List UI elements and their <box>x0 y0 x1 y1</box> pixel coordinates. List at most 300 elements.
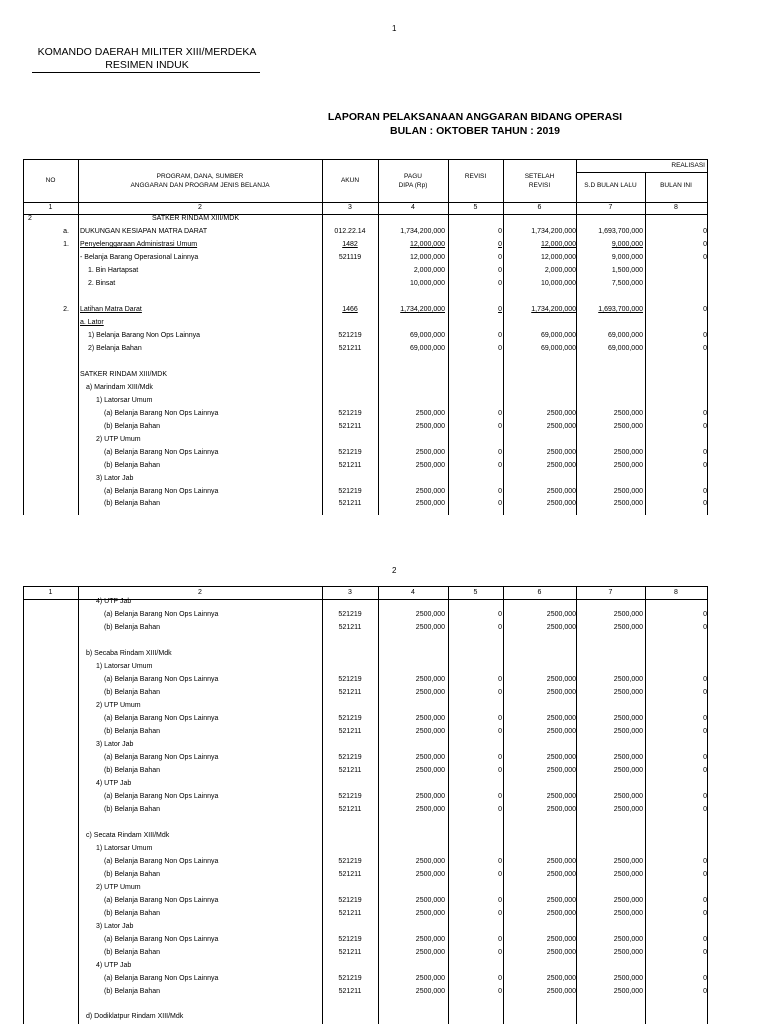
row-revisi: 0 <box>498 975 502 982</box>
row-akun: 521211 <box>338 806 362 813</box>
table-row <box>0 420 768 433</box>
row-program: (b) Belanja Bahan <box>104 423 161 430</box>
row-bulan-ini: 0 <box>703 910 707 917</box>
row-akun: 521219 <box>338 975 362 982</box>
row-setelah-revisi: 2500,000 <box>546 689 576 696</box>
table-row <box>0 907 768 920</box>
row-sd-bulan-lalu: 2500,000 <box>613 728 643 735</box>
row-akun: 521219 <box>338 410 362 417</box>
row-revisi: 0 <box>498 871 502 878</box>
row-bulan-ini: 0 <box>703 611 707 618</box>
row-setelah-revisi: 2500,000 <box>546 910 576 917</box>
row-revisi: 0 <box>498 500 502 507</box>
row-setelah-revisi: 2500,000 <box>546 423 576 430</box>
row-revisi: 0 <box>498 267 502 274</box>
row-akun: 521211 <box>338 345 362 352</box>
row-setelah-revisi: 2500,000 <box>546 793 576 800</box>
table-row <box>0 790 768 803</box>
row-sd-bulan-lalu: 9,000,000 <box>611 254 643 261</box>
row-revisi: 0 <box>498 449 502 456</box>
row-bulan-ini: 0 <box>703 689 707 696</box>
row-pagu: 2500,000 <box>415 500 445 507</box>
row-revisi: 0 <box>498 410 502 417</box>
row-akun: 521219 <box>338 897 362 904</box>
table-row <box>0 595 768 608</box>
row-pagu: 2500,000 <box>415 793 445 800</box>
row-bulan-ini: 0 <box>703 241 707 248</box>
row-revisi: 0 <box>498 988 502 995</box>
row-setelah-revisi: 2500,000 <box>546 410 576 417</box>
table-row <box>0 316 768 329</box>
row-program: - Belanja Barang Operasional Lainnya <box>80 254 199 261</box>
row-pagu: 2500,000 <box>415 715 445 722</box>
row-akun: 521219 <box>338 488 362 495</box>
row-program: Penyelenggaraan Administrasi Umum <box>80 241 198 248</box>
row-program: 1) Latorsar Umum <box>96 397 153 404</box>
row-bulan-ini: 0 <box>703 806 707 813</box>
row-akun: 1482 <box>342 241 358 248</box>
row-bulan-ini: 0 <box>703 936 707 943</box>
row-program: (b) Belanja Bahan <box>104 910 161 917</box>
row-revisi: 0 <box>498 306 502 313</box>
report-title: LAPORAN PELAKSANAAN ANGGARAN BIDANG OPERASI <box>327 111 623 123</box>
row-program: (a) Belanja Barang Non Ops Lainnya <box>104 975 219 982</box>
row-setelah-revisi: 2500,000 <box>546 936 576 943</box>
table-row <box>0 407 768 420</box>
row-setelah-revisi: 12,000,000 <box>540 254 576 261</box>
row-sd-bulan-lalu: 2500,000 <box>613 611 643 618</box>
row-pagu: 2500,000 <box>415 488 445 495</box>
row-pagu: 2500,000 <box>415 975 445 982</box>
row-program: (a) Belanja Barang Non Ops Lainnya <box>104 936 219 943</box>
table-row <box>0 381 768 394</box>
row-pagu: 2500,000 <box>415 806 445 813</box>
row-revisi: 0 <box>498 806 502 813</box>
row-sd-bulan-lalu: 2500,000 <box>613 871 643 878</box>
row-bulan-ini: 0 <box>703 897 707 904</box>
table-row <box>0 868 768 881</box>
row-pagu: 12,000,000 <box>409 241 445 248</box>
row-program: Latihan Matra Darat <box>80 306 142 313</box>
row-akun: 521211 <box>338 767 362 774</box>
row-program: (a) Belanja Barang Non Ops Lainnya <box>104 410 219 417</box>
table-row <box>0 251 768 264</box>
row-revisi: 0 <box>498 254 502 261</box>
row-setelah-revisi: 2500,000 <box>546 806 576 813</box>
row-pagu: 2500,000 <box>415 689 445 696</box>
row-sd-bulan-lalu: 2500,000 <box>613 676 643 683</box>
row-akun: 521211 <box>338 871 362 878</box>
row-program: 2. Binsat <box>88 280 116 287</box>
row-bulan-ini: 0 <box>703 975 707 982</box>
row-number: 2. <box>63 306 69 313</box>
row-pagu: 2500,000 <box>415 611 445 618</box>
row-akun: 521219 <box>338 793 362 800</box>
row-program: 3) Lator Jab <box>96 741 134 748</box>
row-sd-bulan-lalu: 2500,000 <box>613 423 643 430</box>
row-sd-bulan-lalu: 69,000,000 <box>607 345 643 352</box>
row-setelah-revisi: 2500,000 <box>546 897 576 904</box>
table-row <box>0 647 768 660</box>
table-row <box>0 446 768 459</box>
row-program: (b) Belanja Bahan <box>104 806 161 813</box>
row-akun: 521211 <box>338 462 362 469</box>
table-row <box>0 497 768 510</box>
header-revisi: REVISI <box>464 173 487 180</box>
row-revisi: 0 <box>498 423 502 430</box>
row-sd-bulan-lalu: 9,000,000 <box>611 241 643 248</box>
table-row <box>0 342 768 355</box>
row-sd-bulan-lalu: 2500,000 <box>613 988 643 995</box>
row-program: 2) UTP Umum <box>96 436 141 443</box>
row-setelah-revisi: 2500,000 <box>546 462 576 469</box>
row-revisi: 0 <box>498 897 502 904</box>
row-akun: 521211 <box>338 988 362 995</box>
row-sd-bulan-lalu: 2500,000 <box>613 410 643 417</box>
row-bulan-ini: 0 <box>703 624 707 631</box>
report-period: BULAN : OKTOBER TAHUN : 2019 <box>390 125 560 137</box>
row-sd-bulan-lalu: 7,500,000 <box>611 280 643 287</box>
row-setelah-revisi: 2500,000 <box>546 728 576 735</box>
row-bulan-ini: 0 <box>703 462 707 469</box>
table-row <box>0 712 768 725</box>
row-program: (b) Belanja Bahan <box>104 871 161 878</box>
row-pagu: 2500,000 <box>415 936 445 943</box>
row-bulan-ini: 0 <box>703 754 707 761</box>
row-revisi: 0 <box>498 767 502 774</box>
row-revisi: 0 <box>498 793 502 800</box>
table-row <box>0 225 768 238</box>
table-row <box>0 699 768 712</box>
row-bulan-ini: 0 <box>703 728 707 735</box>
row-no: 2 <box>28 215 32 222</box>
table-row <box>0 842 768 855</box>
row-bulan-ini: 0 <box>703 488 707 495</box>
row-akun: 521211 <box>338 423 362 430</box>
row-setelah-revisi: 2500,000 <box>546 858 576 865</box>
row-bulan-ini: 0 <box>703 306 707 313</box>
row-akun: 521211 <box>338 624 362 631</box>
row-pagu: 10,000,000 <box>409 280 445 287</box>
row-sd-bulan-lalu: 2500,000 <box>613 500 643 507</box>
row-akun: 521211 <box>338 949 362 956</box>
row-setelah-revisi: 2500,000 <box>546 611 576 618</box>
row-pagu: 2500,000 <box>415 449 445 456</box>
row-pagu: 69,000,000 <box>409 345 445 352</box>
row-revisi: 0 <box>498 624 502 631</box>
row-revisi: 0 <box>498 228 502 235</box>
row-bulan-ini: 0 <box>703 793 707 800</box>
row-program: (b) Belanja Bahan <box>104 988 161 995</box>
row-program: DUKUNGAN KESIAPAN MATRA DARAT <box>80 228 208 235</box>
table-row <box>0 264 768 277</box>
row-sd-bulan-lalu: 1,500,000 <box>611 267 643 274</box>
row-revisi: 0 <box>498 462 502 469</box>
row-bulan-ini: 0 <box>703 332 707 339</box>
row-akun: 521219 <box>338 332 362 339</box>
row-sd-bulan-lalu: 2500,000 <box>613 449 643 456</box>
row-sd-bulan-lalu: 2500,000 <box>613 624 643 631</box>
row-setelah-revisi: 2500,000 <box>546 715 576 722</box>
table-row <box>0 725 768 738</box>
row-sd-bulan-lalu: 2500,000 <box>613 715 643 722</box>
row-pagu: 2500,000 <box>415 897 445 904</box>
row-program: 1) Belanja Barang Non Ops Lainnya <box>88 332 201 339</box>
table-row <box>0 673 768 686</box>
row-program: a. Lator <box>80 319 104 326</box>
row-revisi: 0 <box>498 858 502 865</box>
table-row <box>0 303 768 316</box>
row-sd-bulan-lalu: 69,000,000 <box>607 332 643 339</box>
row-pagu: 1,734,200,000 <box>400 228 445 235</box>
row-akun: 521211 <box>338 689 362 696</box>
row-program: 1) Latorsar Umum <box>96 663 153 670</box>
row-program: b) Secaba Rindam XIII/Mdk <box>86 650 172 657</box>
row-akun: 521219 <box>338 715 362 722</box>
row-sd-bulan-lalu: 2500,000 <box>613 949 643 956</box>
row-program: 4) UTP Jab <box>96 962 132 969</box>
row-sd-bulan-lalu: 1,693,700,000 <box>598 228 643 235</box>
row-program: 4) UTP Jab <box>96 598 132 605</box>
row-pagu: 2500,000 <box>415 462 445 469</box>
table-row <box>0 959 768 972</box>
row-bulan-ini: 0 <box>703 410 707 417</box>
row-setelah-revisi: 2500,000 <box>546 767 576 774</box>
row-pagu: 2500,000 <box>415 423 445 430</box>
row-setelah-revisi: 2500,000 <box>546 975 576 982</box>
row-program: (b) Belanja Bahan <box>104 500 161 507</box>
row-revisi: 0 <box>498 241 502 248</box>
table-row <box>0 946 768 959</box>
table-row <box>0 621 768 634</box>
row-program: (b) Belanja Bahan <box>104 689 161 696</box>
row-program: 2) Belanja Bahan <box>88 345 142 352</box>
row-bulan-ini: 0 <box>703 500 707 507</box>
row-pagu: 2500,000 <box>415 410 445 417</box>
row-revisi: 0 <box>498 715 502 722</box>
row-akun: 521211 <box>338 910 362 917</box>
row-revisi: 0 <box>498 728 502 735</box>
row-program: (b) Belanja Bahan <box>104 728 161 735</box>
row-bulan-ini: 0 <box>703 449 707 456</box>
page-number: 1 <box>392 24 397 33</box>
row-number: a. <box>63 228 69 235</box>
row-revisi: 0 <box>498 754 502 761</box>
row-sd-bulan-lalu: 1,693,700,000 <box>598 306 643 313</box>
row-program: 2) UTP Umum <box>96 884 141 891</box>
row-program: (a) Belanja Barang Non Ops Lainnya <box>104 897 219 904</box>
table-row <box>0 803 768 816</box>
header-pagu: PAGU DIPA (Rp) <box>398 173 428 189</box>
row-bulan-ini: 0 <box>703 858 707 865</box>
row-revisi: 0 <box>498 611 502 618</box>
row-bulan-ini: 0 <box>703 988 707 995</box>
row-bulan-ini: 0 <box>703 676 707 683</box>
row-revisi: 0 <box>498 332 502 339</box>
row-bulan-ini: 0 <box>703 767 707 774</box>
table-row <box>0 855 768 868</box>
row-setelah-revisi: 2500,000 <box>546 449 576 456</box>
row-program: c) Secata Rindam XIII/Mdk <box>86 832 170 839</box>
table-row <box>0 894 768 907</box>
row-revisi: 0 <box>498 949 502 956</box>
row-sd-bulan-lalu: 2500,000 <box>613 488 643 495</box>
row-sd-bulan-lalu: 2500,000 <box>613 936 643 943</box>
table-row <box>0 686 768 699</box>
table-row <box>0 277 768 290</box>
row-bulan-ini: 0 <box>703 871 707 878</box>
row-program: (a) Belanja Barang Non Ops Lainnya <box>104 611 219 618</box>
row-sd-bulan-lalu: 2500,000 <box>613 754 643 761</box>
row-sd-bulan-lalu: 2500,000 <box>613 897 643 904</box>
table-row <box>0 238 768 251</box>
table-row <box>0 433 768 446</box>
row-revisi: 0 <box>498 345 502 352</box>
table-row <box>0 738 768 751</box>
row-program: 3) Lator Jab <box>96 923 134 930</box>
row-revisi: 0 <box>498 689 502 696</box>
table-row <box>0 764 768 777</box>
row-pagu: 2500,000 <box>415 676 445 683</box>
row-program: (b) Belanja Bahan <box>104 767 161 774</box>
row-setelah-revisi: 2500,000 <box>546 949 576 956</box>
row-revisi: 0 <box>498 910 502 917</box>
row-program: 3) Lator Jab <box>96 475 134 482</box>
row-bulan-ini: 0 <box>703 228 707 235</box>
table-row <box>0 459 768 472</box>
row-setelah-revisi: 69,000,000 <box>540 345 576 352</box>
row-pagu: 69,000,000 <box>409 332 445 339</box>
row-program: 1) Latorsar Umum <box>96 845 153 852</box>
row-setelah-revisi: 1,734,200,000 <box>531 228 576 235</box>
row-setelah-revisi: 10,000,000 <box>540 280 576 287</box>
table-row <box>0 1010 768 1023</box>
header-sd-bulan-lalu: S.D BULAN LALU <box>584 182 637 189</box>
row-sd-bulan-lalu: 2500,000 <box>613 793 643 800</box>
row-program: (a) Belanja Barang Non Ops Lainnya <box>104 754 219 761</box>
row-sd-bulan-lalu: 2500,000 <box>613 767 643 774</box>
row-program: (a) Belanja Barang Non Ops Lainnya <box>104 449 219 456</box>
header-program: PROGRAM, DANA, SUMBER ANGGARAN DAN PROGRAM JENIS BELANJA <box>130 173 270 189</box>
row-program: (a) Belanja Barang Non Ops Lainnya <box>104 715 219 722</box>
table-row <box>0 329 768 342</box>
row-program: (a) Belanja Barang Non Ops Lainnya <box>104 858 219 865</box>
row-akun: 012.22.14 <box>334 228 366 235</box>
row-program: 1. Bin Hartapsat <box>88 267 139 274</box>
row-pagu: 2500,000 <box>415 624 445 631</box>
row-program: (a) Belanja Barang Non Ops Lainnya <box>104 793 219 800</box>
row-sd-bulan-lalu: 2500,000 <box>613 806 643 813</box>
row-program: (b) Belanja Bahan <box>104 462 161 469</box>
header-setelah-revisi: SETELAH REVISI <box>524 173 555 189</box>
row-akun: 521219 <box>338 676 362 683</box>
row-setelah-revisi: 2500,000 <box>546 988 576 995</box>
table-row <box>0 472 768 485</box>
org-name: KOMANDO DAERAH MILITER XIII/MERDEKA <box>37 46 257 58</box>
row-pagu: 2500,000 <box>415 988 445 995</box>
row-program: 2) UTP Umum <box>96 702 141 709</box>
row-pagu: 2500,000 <box>415 910 445 917</box>
row-akun: 1466 <box>342 306 358 313</box>
table-row <box>0 660 768 673</box>
table-row <box>0 881 768 894</box>
row-setelah-revisi: 2500,000 <box>546 500 576 507</box>
row-akun: 521211 <box>338 500 362 507</box>
row-pagu: 2500,000 <box>415 949 445 956</box>
row-bulan-ini: 0 <box>703 715 707 722</box>
row-pagu: 12,000,000 <box>409 254 445 261</box>
row-bulan-ini: 0 <box>703 345 707 352</box>
row-akun: 521219 <box>338 858 362 865</box>
row-sd-bulan-lalu: 2500,000 <box>613 462 643 469</box>
table-row <box>0 368 768 381</box>
row-sd-bulan-lalu: 2500,000 <box>613 858 643 865</box>
header-bulan-ini: BULAN INI <box>660 182 692 189</box>
row-program: (b) Belanja Bahan <box>104 624 161 631</box>
row-pagu: 2500,000 <box>415 858 445 865</box>
table-row <box>0 972 768 985</box>
row-revisi: 0 <box>498 936 502 943</box>
row-pagu: 2500,000 <box>415 871 445 878</box>
table-row <box>0 985 768 998</box>
row-bulan-ini: 0 <box>703 949 707 956</box>
row-program: (a) Belanja Barang Non Ops Lainnya <box>104 676 219 683</box>
header-no: NO <box>45 177 56 184</box>
row-setelah-revisi: 2500,000 <box>546 488 576 495</box>
row-pagu: 2500,000 <box>415 767 445 774</box>
row-setelah-revisi: 2500,000 <box>546 676 576 683</box>
table-row <box>0 933 768 946</box>
row-setelah-revisi: 2500,000 <box>546 624 576 631</box>
row-revisi: 0 <box>498 488 502 495</box>
row-program: a) Marindam XIII/Mdk <box>86 384 153 391</box>
row-akun: 521219 <box>338 449 362 456</box>
table-row <box>0 920 768 933</box>
row-akun: 521219 <box>338 754 362 761</box>
row-program: (a) Belanja Barang Non Ops Lainnya <box>104 488 219 495</box>
row-setelah-revisi: 69,000,000 <box>540 332 576 339</box>
row-sd-bulan-lalu: 2500,000 <box>613 975 643 982</box>
table-row <box>0 777 768 790</box>
row-pagu: 2,000,000 <box>413 267 445 274</box>
row-revisi: 0 <box>498 676 502 683</box>
row-setelah-revisi: 1,734,200,000 <box>531 306 576 313</box>
row-sd-bulan-lalu: 2500,000 <box>613 910 643 917</box>
org-unit: RESIMEN INDUK <box>105 59 189 71</box>
row-pagu: 2500,000 <box>415 754 445 761</box>
row-setelah-revisi: 2500,000 <box>546 754 576 761</box>
row-sd-bulan-lalu: 2500,000 <box>613 689 643 696</box>
row-program: SATKER RINDAM XIII/MDK <box>80 371 167 378</box>
row-bulan-ini: 0 <box>703 254 707 261</box>
row-program: d) Dodiklatpur Rindam XIII/Mdk <box>86 1013 184 1020</box>
table-row <box>0 212 768 225</box>
row-setelah-revisi: 12,000,000 <box>540 241 576 248</box>
table-row <box>0 751 768 764</box>
header-realisasi: REALISASI <box>671 162 705 169</box>
table-row <box>0 394 768 407</box>
row-bulan-ini: 0 <box>703 423 707 430</box>
table-row <box>0 829 768 842</box>
row-setelah-revisi: 2,000,000 <box>544 267 576 274</box>
header-akun: AKUN <box>340 177 360 184</box>
row-program: (b) Belanja Bahan <box>104 949 161 956</box>
row-program: 4) UTP Jab <box>96 780 132 787</box>
row-pagu: 1,734,200,000 <box>400 306 445 313</box>
table-row <box>0 608 768 621</box>
row-akun: 521219 <box>338 611 362 618</box>
row-akun: 521119 <box>338 254 362 261</box>
